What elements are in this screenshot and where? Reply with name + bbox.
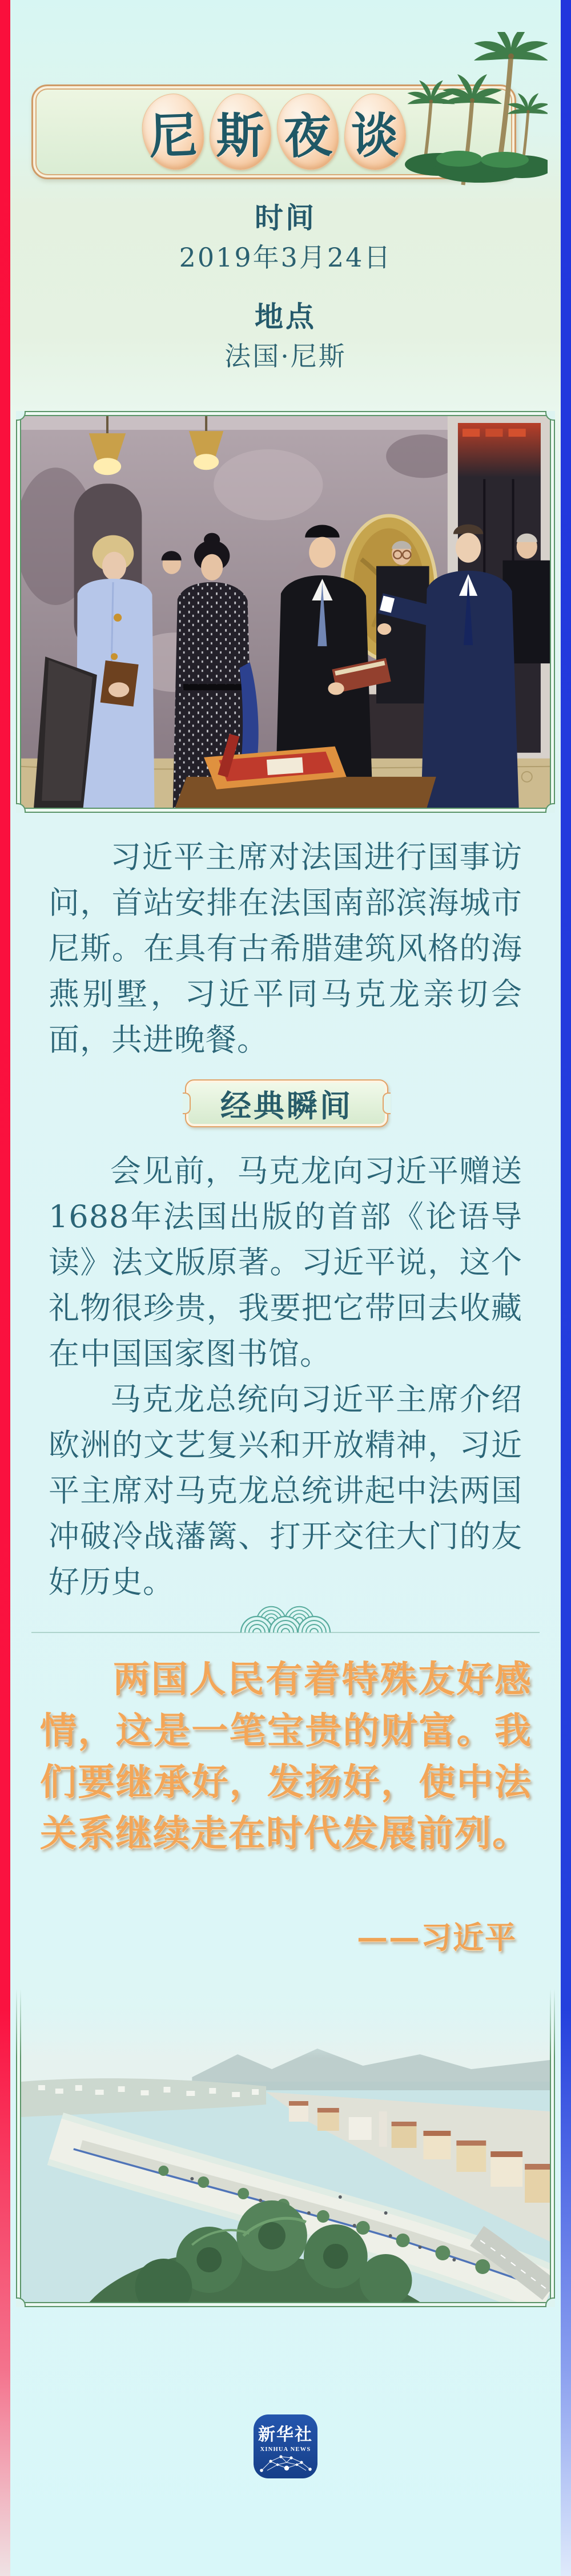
time-value: 2019年3月24日 xyxy=(179,242,392,273)
french-flag-blue-border xyxy=(561,0,571,2576)
section-badge-label: 经典瞬间 xyxy=(220,1089,353,1123)
place-label: 地点 xyxy=(255,301,316,333)
meeting-photo-image xyxy=(21,416,550,808)
nice-coast-photo xyxy=(16,1962,555,2307)
time-label: 时间 xyxy=(255,202,316,234)
paragraph-history: 马克龙总统向习近平主席介绍欧洲的文艺复兴和开放精神，习近平主席对马克龙总统讲起中法两国冲破冷战藩篱、打开交往大门的友好历史。 xyxy=(49,1381,522,1600)
quote-text: 两国人民有着特殊友好感情，这是一笔宝贵的财富。我们要继承好，发扬好，使中法关系继续走在时代发展前列。 xyxy=(40,1658,532,1855)
badge-right-notch xyxy=(383,1093,391,1114)
title-char-blob xyxy=(275,92,340,171)
place-value: 法国·尼斯 xyxy=(224,341,347,372)
title-plaque xyxy=(31,84,516,179)
section-badge xyxy=(185,1079,388,1127)
title-char: 尼 xyxy=(147,106,198,164)
title-char-blob xyxy=(210,94,271,170)
quote-attribution: ——习近平 xyxy=(357,1919,517,1956)
meeting-photo xyxy=(16,411,555,813)
paragraph-intro: 习近平主席对法国进行国事访问，首站安排在法国南部滨海城市尼斯。在具有古希腊建筑风格的海燕别墅，习近平同马克龙亲切会面，共进晚餐。 xyxy=(49,839,522,1058)
seigaiha-wave-icon xyxy=(240,1604,331,1634)
photo-top-fade xyxy=(14,1960,557,2057)
palm-trees-icon xyxy=(376,32,548,186)
title-char: 斯 xyxy=(216,107,264,164)
title-char: 夜 xyxy=(282,106,333,164)
badge-left-notch xyxy=(183,1093,191,1114)
paragraph-gift: 会见前，马克龙向习近平赠送1688年法国出版的首部《论语导读》法文版原著。习近平说，这个礼物很珍贵，我要把它带回去收藏在中国国家图书馆。 xyxy=(49,1153,522,1372)
xinhua-news-logo xyxy=(254,2414,317,2478)
french-flag-red-border xyxy=(0,0,10,2576)
title-char-blob xyxy=(140,92,205,171)
logo-cn-text: 新华社 xyxy=(258,2425,313,2444)
title-char: 谈 xyxy=(351,107,399,164)
logo-en-text: XINHUA NEWS xyxy=(260,2446,311,2453)
